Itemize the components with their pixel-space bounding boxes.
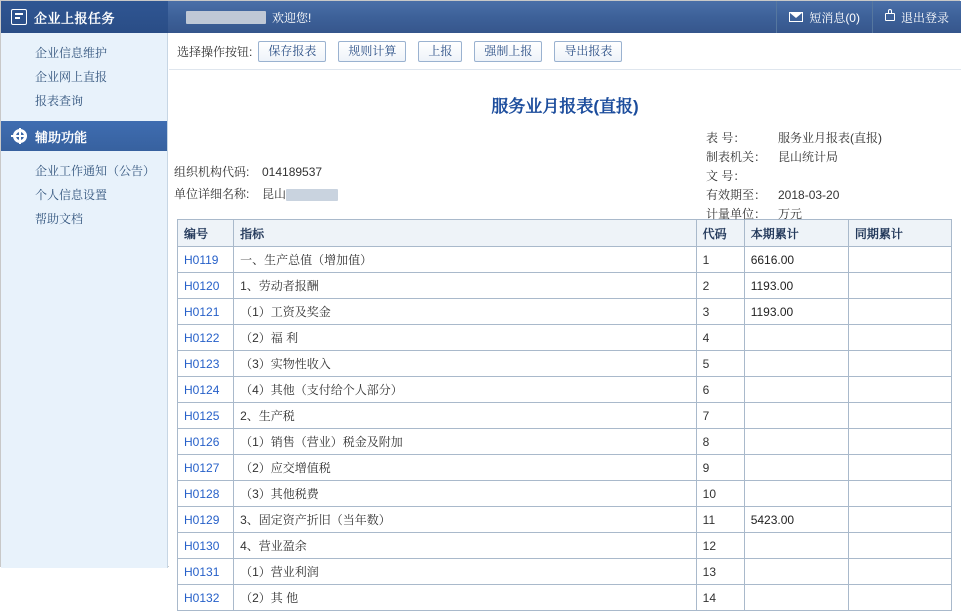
cell-number: 4: [696, 325, 744, 351]
unit-name-row: [174, 183, 338, 205]
toolbar-label: 选择操作按钮:: [177, 44, 253, 59]
cell-indicator: （2）福 利: [234, 325, 697, 351]
cell-code: [178, 455, 234, 481]
current-total-input[interactable]: [751, 587, 847, 608]
sidebar-item-enterprise-info[interactable]: [1, 41, 167, 65]
cell-previous-total[interactable]: [848, 455, 951, 481]
previous-total-input[interactable]: [855, 405, 950, 426]
cell-code: [178, 403, 234, 429]
cell-code: [178, 325, 234, 351]
cell-indicator: （1）工资及奖金: [234, 299, 697, 325]
cell-number: 5: [696, 351, 744, 377]
table-row: [178, 247, 952, 273]
cell-indicator: 4、营业盈余: [234, 533, 697, 559]
cell-indicator: 1、劳动者报酬: [234, 273, 697, 299]
sidebar-item-work-notice[interactable]: [1, 159, 167, 183]
meta-label: 文 号：: [706, 169, 746, 183]
report-meta: [169, 133, 961, 219]
cell-number: 10: [696, 481, 744, 507]
messages-label: 短消息(0): [809, 10, 860, 25]
current-total-input[interactable]: [751, 535, 847, 556]
cell-number: 3: [696, 299, 744, 325]
cell-current-total[interactable]: [744, 533, 848, 559]
table-row: [178, 377, 952, 403]
current-total-input[interactable]: [751, 275, 847, 296]
meta-row: [706, 167, 882, 186]
org-code-label: 组织机构代码:: [174, 165, 250, 179]
table-row: [178, 429, 952, 455]
sidebar-spacer-top: [1, 33, 167, 41]
table-row: [178, 481, 952, 507]
cell-code: [178, 585, 234, 611]
logout-label: 退出登录: [900, 10, 949, 25]
cell-code: [178, 533, 234, 559]
previous-total-input[interactable]: [855, 379, 950, 400]
current-total-input[interactable]: [751, 249, 847, 270]
cell-number: 8: [696, 429, 744, 455]
cell-previous-total[interactable]: [848, 559, 951, 585]
meta-label: 有效期至：: [706, 188, 767, 202]
current-total-input[interactable]: [751, 301, 847, 322]
gear-icon: [13, 129, 27, 143]
table-row: [178, 403, 952, 429]
previous-total-input[interactable]: [855, 327, 950, 348]
indicator-code-link[interactable]: H0119: [184, 252, 219, 267]
cell-indicator: （4）其他（支付给个人部分）: [234, 377, 697, 403]
unit-name-redacted: [286, 189, 338, 201]
previous-total-input[interactable]: [855, 587, 950, 608]
previous-total-input[interactable]: [855, 483, 950, 504]
indicator-code-link[interactable]: H0125: [184, 408, 220, 423]
cell-previous-total[interactable]: [848, 585, 951, 611]
cell-number: 14: [696, 585, 744, 611]
submit-button[interactable]: 上报: [418, 41, 462, 62]
report-meta-right: [706, 129, 882, 224]
indicator-code-link[interactable]: H0127: [184, 460, 220, 475]
sidebar-group-label: 辅助功能: [35, 129, 88, 145]
meta-label: 制表机关：: [706, 150, 767, 164]
cell-code: [178, 377, 234, 403]
sidebar-item-online-report[interactable]: [1, 65, 167, 89]
meta-row: [706, 205, 882, 224]
logout-button[interactable]: [872, 1, 961, 33]
sidebar-spacer-group: [1, 151, 167, 159]
previous-total-input[interactable]: [855, 561, 950, 582]
current-total-input[interactable]: [751, 379, 847, 400]
table-body: [178, 247, 952, 611]
indicator-code-link[interactable]: H0120: [184, 278, 220, 293]
cell-current-total[interactable]: [744, 247, 848, 273]
cell-current-total[interactable]: [744, 273, 848, 299]
table-row: [178, 455, 952, 481]
sidebar: [1, 33, 168, 568]
column-header-number: 代码: [696, 220, 744, 247]
current-total-input[interactable]: [751, 509, 847, 530]
cell-previous-total[interactable]: [848, 507, 951, 533]
cell-code: [178, 273, 234, 299]
sidebar-item-label: 个人信息设置: [35, 188, 108, 202]
cell-previous-total[interactable]: [848, 247, 951, 273]
table-row: [178, 325, 952, 351]
cell-code: [178, 481, 234, 507]
cell-code: [178, 299, 234, 325]
cell-previous-total[interactable]: [848, 325, 951, 351]
table-row: [178, 559, 952, 585]
current-total-input[interactable]: [751, 327, 847, 348]
save-report-button[interactable]: 保存报表: [258, 41, 326, 62]
cell-indicator: （3）实物性收入: [234, 351, 697, 377]
cell-current-total[interactable]: [744, 299, 848, 325]
table-row: [178, 585, 952, 611]
unit-name-value: 昆山: [262, 187, 287, 201]
cell-previous-total[interactable]: [848, 429, 951, 455]
meta-row: [706, 148, 882, 167]
column-header-current: 本期累计: [744, 220, 848, 247]
table-row: [178, 507, 952, 533]
cell-current-total[interactable]: [744, 403, 848, 429]
meta-value: 2018-03-20: [778, 188, 840, 202]
cell-code: [178, 247, 234, 273]
sidebar-item-help-doc[interactable]: [1, 207, 167, 231]
cell-previous-total[interactable]: [848, 533, 951, 559]
meta-value: 服务业月报表(直报): [778, 131, 882, 145]
cell-previous-total[interactable]: [848, 351, 951, 377]
report-table: [177, 219, 952, 611]
cell-indicator: （2）应交增值税: [234, 455, 697, 481]
cell-current-total[interactable]: [744, 507, 848, 533]
indicator-code-link[interactable]: H0130: [184, 538, 220, 553]
indicator-code-link[interactable]: H0128: [184, 486, 220, 501]
report-meta-left: [174, 161, 338, 205]
report-title: 服务业月报表(直报): [491, 97, 639, 116]
cell-previous-total[interactable]: [848, 403, 951, 429]
cell-number: 2: [696, 273, 744, 299]
username-redacted: [186, 11, 266, 24]
meta-label: 表 号：: [706, 131, 746, 145]
cell-number: 11: [696, 507, 744, 533]
previous-total-input[interactable]: [855, 353, 950, 374]
org-code-value: 014189537: [262, 165, 323, 179]
cell-number: 6: [696, 377, 744, 403]
previous-total-input[interactable]: [855, 535, 950, 556]
meta-label: 计量单位：: [706, 207, 767, 221]
previous-total-input[interactable]: [855, 509, 950, 530]
table-row: [178, 299, 952, 325]
messages-button[interactable]: [776, 1, 872, 33]
current-total-input[interactable]: [751, 431, 847, 452]
previous-total-input[interactable]: [855, 275, 950, 296]
current-total-input[interactable]: [751, 561, 847, 582]
current-total-input[interactable]: [751, 405, 847, 426]
cell-current-total[interactable]: [744, 377, 848, 403]
cell-previous-total[interactable]: [848, 377, 951, 403]
indicator-code-link[interactable]: H0132: [184, 590, 220, 605]
indicator-code-link[interactable]: H0122: [184, 330, 220, 345]
cell-current-total[interactable]: [744, 325, 848, 351]
cell-number: 9: [696, 455, 744, 481]
sidebar-item-report-query[interactable]: [1, 89, 167, 113]
force-submit-button[interactable]: 强制上报: [474, 41, 542, 62]
cell-current-total[interactable]: [744, 585, 848, 611]
unit-name-label: 单位详细名称:: [174, 187, 250, 201]
main-content: [169, 33, 961, 605]
meta-value: 昆山统计局: [778, 150, 839, 164]
current-total-input[interactable]: [751, 483, 847, 504]
cell-current-total[interactable]: [744, 351, 848, 377]
sidebar-item-label: 帮助文档: [35, 212, 84, 226]
cell-previous-total[interactable]: [848, 273, 951, 299]
app-title-block: [1, 1, 168, 33]
cell-number: 12: [696, 533, 744, 559]
report-toolbar: [169, 33, 961, 70]
table-row: [178, 351, 952, 377]
report-table-wrapper: [177, 219, 953, 611]
sidebar-spacer-mid: [1, 113, 167, 121]
table-row: [178, 533, 952, 559]
lock-icon: [885, 13, 895, 21]
user-greeting-block: [168, 9, 776, 26]
meta-row: [706, 129, 882, 148]
previous-total-input[interactable]: [855, 431, 950, 452]
cell-indicator: （3）其他税费: [234, 481, 697, 507]
cell-code: [178, 351, 234, 377]
indicator-code-link[interactable]: H0129: [184, 512, 220, 527]
column-header-indicator: 指标: [234, 220, 697, 247]
sidebar-item-label: 报表查询: [35, 94, 84, 108]
previous-total-input[interactable]: [855, 301, 950, 322]
top-bar-actions: [776, 1, 961, 33]
meta-row: [706, 186, 882, 205]
table-row: [178, 273, 952, 299]
cell-current-total[interactable]: [744, 559, 848, 585]
cell-number: 1: [696, 247, 744, 273]
sidebar-item-label: 企业网上直报: [35, 70, 108, 84]
sidebar-item-label: 企业信息维护: [35, 46, 108, 60]
indicator-code-link[interactable]: H0124: [184, 382, 220, 397]
cell-current-total[interactable]: [744, 455, 848, 481]
meta-value: 万元: [778, 207, 803, 221]
cell-previous-total[interactable]: [848, 481, 951, 507]
envelope-icon: [789, 12, 803, 22]
previous-total-input[interactable]: [855, 249, 950, 270]
indicator-code-link[interactable]: H0131: [184, 564, 220, 579]
column-header-previous: 同期累计: [848, 220, 951, 247]
org-code-row: [174, 161, 338, 183]
cell-indicator: （1）销售（营业）税金及附加: [234, 429, 697, 455]
cell-indicator: （1）营业利润: [234, 559, 697, 585]
cell-indicator: 一、生产总值（增加值）: [234, 247, 697, 273]
cell-number: 13: [696, 559, 744, 585]
app-title: 企业上报任务: [34, 10, 116, 26]
cell-current-total[interactable]: [744, 481, 848, 507]
cell-code: [178, 507, 234, 533]
sidebar-item-label: 企业工作通知（公告）: [35, 164, 156, 178]
current-total-input[interactable]: [751, 353, 847, 374]
previous-total-input[interactable]: [855, 457, 950, 478]
cell-indicator: 3、固定资产折旧（当年数）: [234, 507, 697, 533]
cell-previous-total[interactable]: [848, 299, 951, 325]
cell-indicator: 2、生产税: [234, 403, 697, 429]
cell-number: 7: [696, 403, 744, 429]
rule-calculate-button[interactable]: 规则计算: [338, 41, 406, 62]
indicator-code-link[interactable]: H0123: [184, 356, 220, 371]
current-total-input[interactable]: [751, 457, 847, 478]
sidebar-group-auxiliary[interactable]: [1, 121, 167, 151]
task-list-icon: [11, 9, 27, 25]
sidebar-item-personal-settings[interactable]: [1, 183, 167, 207]
welcome-text: 欢迎您!: [272, 10, 312, 25]
column-header-code: 编号: [178, 220, 234, 247]
cell-current-total[interactable]: [744, 429, 848, 455]
indicator-code-link[interactable]: H0126: [184, 434, 220, 449]
cell-code: [178, 429, 234, 455]
cell-indicator: （2）其 他: [234, 585, 697, 611]
top-bar: [1, 1, 961, 33]
indicator-code-link[interactable]: H0121: [184, 304, 220, 319]
export-report-button[interactable]: 导出报表: [554, 41, 622, 62]
cell-code: [178, 559, 234, 585]
